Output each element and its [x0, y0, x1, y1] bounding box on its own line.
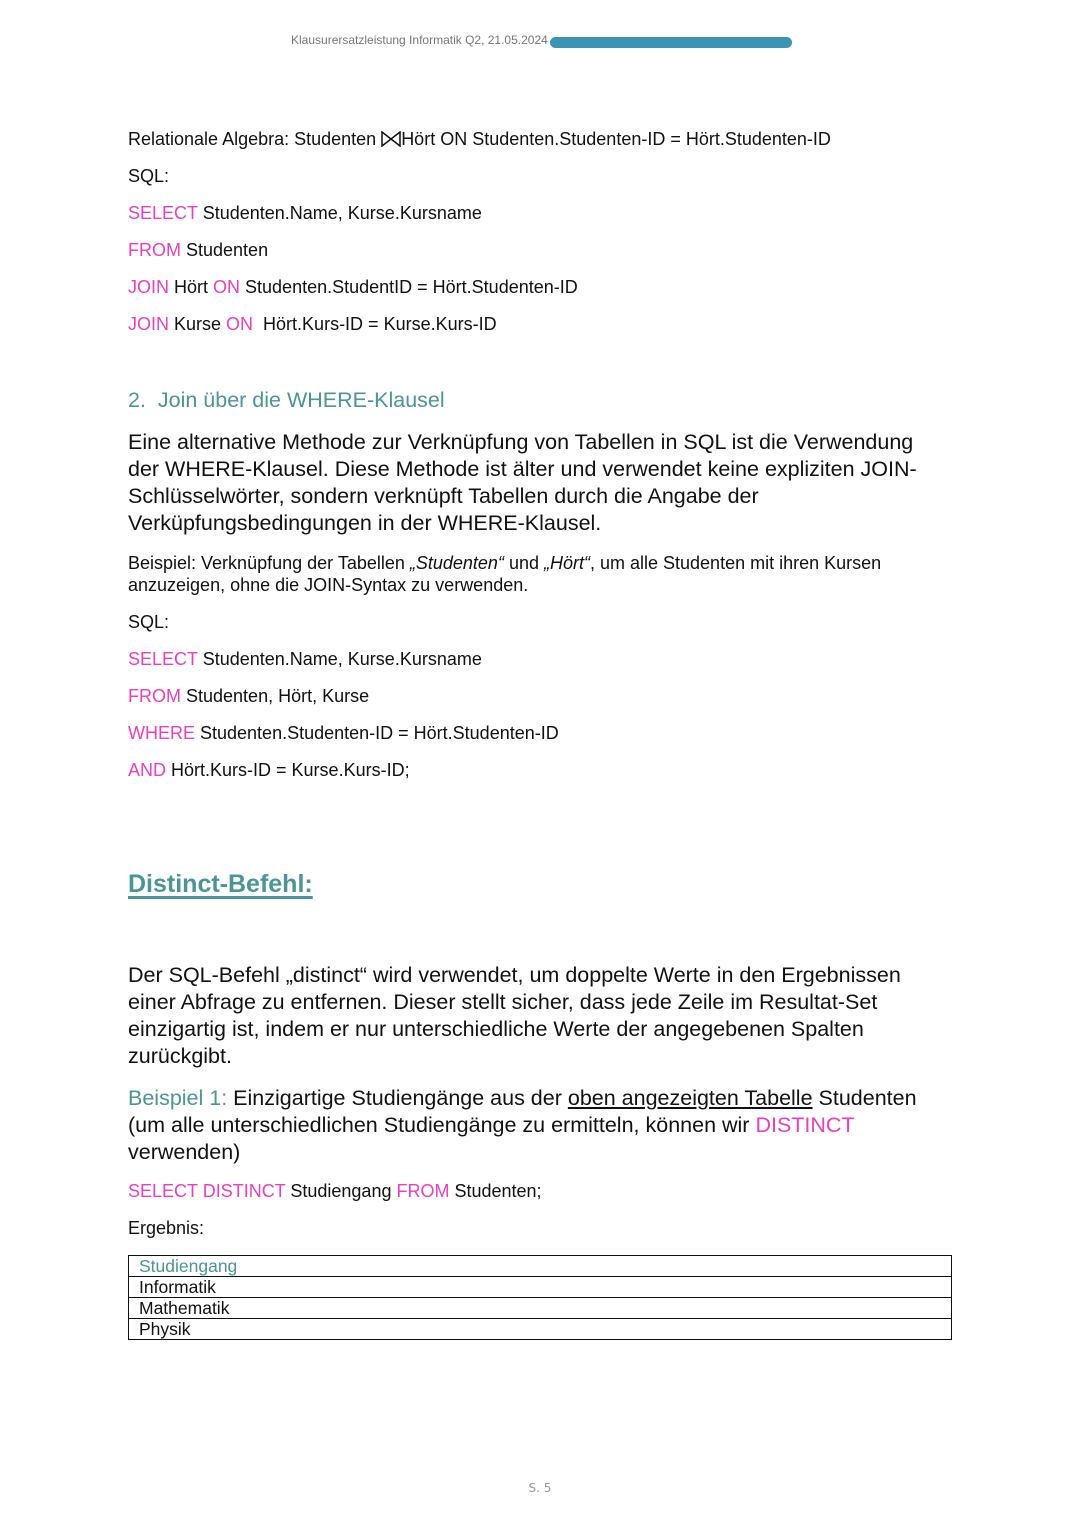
page-header: Klausurersatzleistung Informatik Q2, 21.05.2024 — [291, 32, 548, 47]
table-cell: Informatik — [129, 1277, 952, 1298]
table-row — [129, 1277, 952, 1298]
table-row — [129, 1298, 952, 1319]
table-header-row — [129, 1256, 952, 1277]
sql-label: SQL: — [128, 612, 170, 632]
example-text: Beispiel: Verknüpfung der Tabellen „Studenten“ und „Hört“, um alle Studenten mit ihren Kursen anzuzeigen, ohne die JOIN-Syntax zu verwenden. — [128, 553, 882, 595]
result-label: Ergebnis: — [128, 1218, 205, 1238]
distinct-paragraph: Der SQL-Befehl „distinct“ wird verwendet, um doppelte Werte in den Ergebnissen einer Abfrage zu entfernen. Dieser stellt sicher, dass jede Zeile im Resultat-Set einzigartig ist, indem er nur unterschiedliche Werte der angegebenen Spalten zurückgibt. — [128, 963, 901, 1068]
section-paragraph: Eine alternative Methode zur Verknüpfung von Tabellen in SQL ist die Verwendung der WHERE-Klausel. Diese Methode ist älter und verwendet keine expliziten JOIN-Schlüsselwörter, sondern verknüpft Tabellen durch die Angabe der Verküpfungsbedingungen in der WHERE-Klausel. — [128, 430, 917, 535]
sql-line: JOIN Hört ON Studenten.StudentID = Hört.Studenten-ID — [128, 277, 578, 297]
redaction-bar — [550, 37, 792, 48]
natural-join-icon — [381, 130, 401, 152]
result-table — [128, 1255, 952, 1340]
page-number: S. 5 — [528, 1481, 552, 1495]
sql-line: SELECT DISTINCT Studiengang FROM Studenten; — [128, 1181, 542, 1201]
sql-line: FROM Studenten — [128, 240, 269, 260]
table-row — [129, 1319, 952, 1340]
distinct-example: Beispiel 1: Einzigartige Studiengänge aus der oben angezeigten Tabelle Studenten (um alle unterschiedlichen Studiengänge zu ermitteln, können wir DISTINCT verwenden) — [128, 1086, 917, 1164]
section-heading: 2. Join über die WHERE-Klausel — [128, 388, 445, 412]
sql-line: WHERE Studenten.Studenten-ID = Hört.Studenten-ID — [128, 723, 559, 743]
sql-line: SELECT Studenten.Name, Kurse.Kursname — [128, 649, 482, 669]
table-header-cell: Studiengang — [129, 1256, 952, 1277]
relational-algebra-line: Relationale Algebra: Studenten Hört ON Studenten.Studenten-ID = Hört.Studenten-ID — [128, 128, 831, 152]
table-cell: Physik — [129, 1319, 952, 1340]
sql-line: FROM Studenten, Hört, Kurse — [128, 686, 370, 706]
table-cell: Mathematik — [129, 1298, 952, 1319]
sql-line: SELECT Studenten.Name, Kurse.Kursname — [128, 203, 482, 223]
page-header-row — [291, 31, 792, 48]
distinct-heading: Distinct-Befehl: — [128, 870, 313, 898]
sql-line: JOIN Kurse ON Hört.Kurs-ID = Kurse.Kurs-ID — [128, 314, 497, 334]
sql-line: AND Hört.Kurs-ID = Kurse.Kurs-ID; — [128, 760, 410, 780]
sql-label: SQL: — [128, 166, 170, 186]
